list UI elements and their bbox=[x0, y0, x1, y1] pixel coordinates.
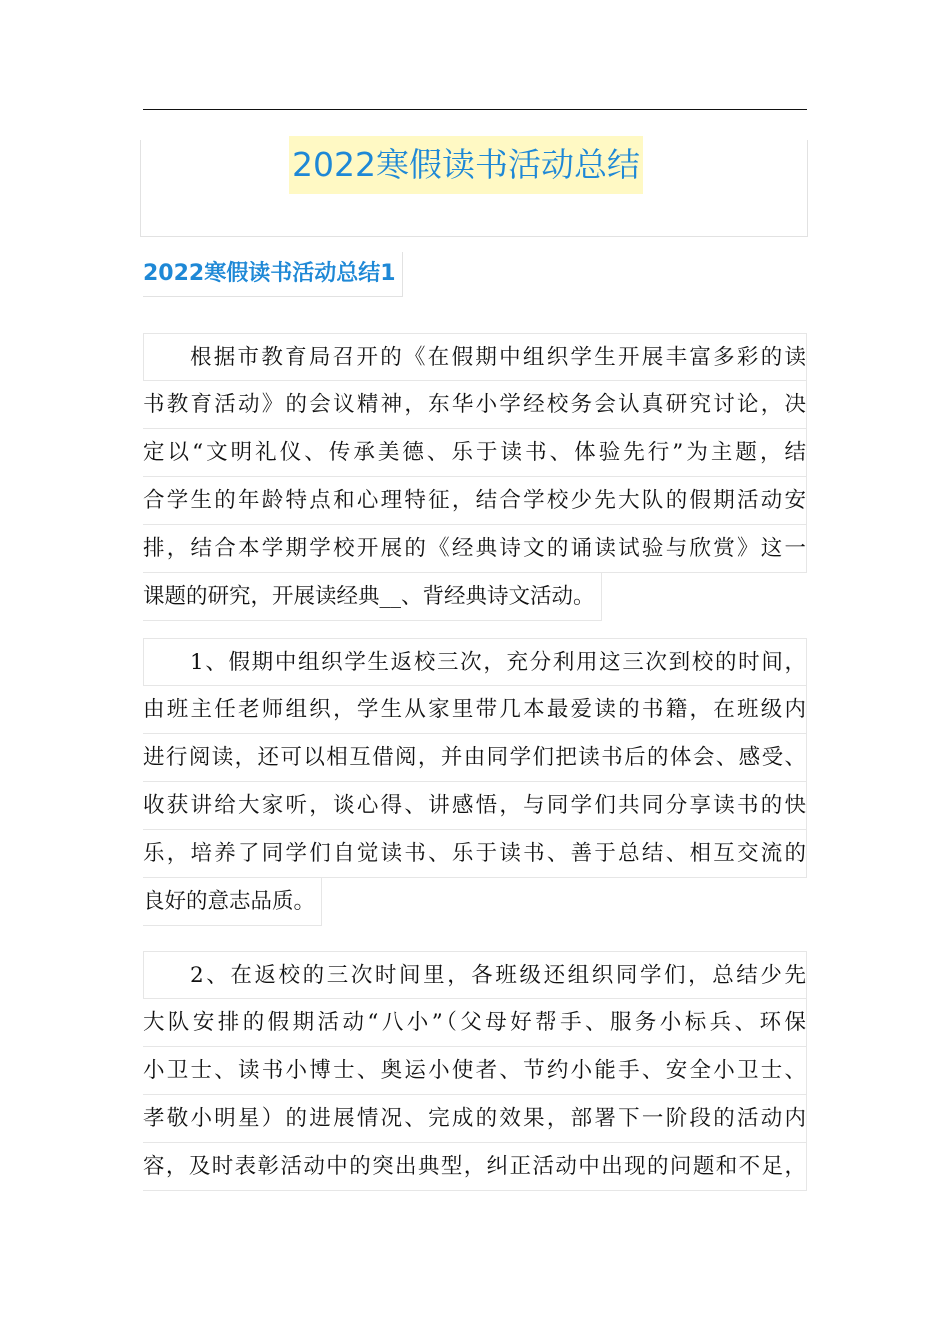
paragraph-1-line-4: 合学生的年龄特点和心理特征，结合学校少先大队的假期活动安 bbox=[143, 477, 807, 525]
document-title: 2022寒假读书活动总结 bbox=[289, 136, 643, 194]
paragraph-2-line-5: 乐，培养了同学们自觉读书、乐于读书、善于总结、相互交流的 bbox=[143, 830, 807, 878]
paragraph-3-line-5: 容，及时表彰活动中的突出典型，纠正活动中出现的问题和不足， bbox=[143, 1143, 807, 1191]
header-rule bbox=[143, 109, 807, 110]
paragraph-1-line-6: 课题的研究，开展读经典__、背经典诗文活动。 bbox=[143, 573, 602, 621]
paragraph-3-line-3: 小卫士、读书小博士、奥运小使者、节约小能手、安全小卫士、 bbox=[143, 1047, 807, 1095]
paragraph-3-line-1: 2、在返校的三次时间里，各班级还组织同学们，总结少先 bbox=[143, 951, 807, 999]
paragraph-2-line-4: 收获讲给大家听，谈心得、讲感悟，与同学们共同分享读书的快 bbox=[143, 782, 807, 830]
paragraph-1-line-2: 书教育活动》的会议精神，东华小学经校务会认真研究讨论，决 bbox=[143, 381, 807, 429]
paragraph-1-line-3: 定以“文明礼仪、传承美德、乐于读书、体验先行”为主题，结 bbox=[143, 429, 807, 477]
section-heading: 2022寒假读书活动总结1 bbox=[143, 252, 403, 297]
paragraph-2-line-2: 由班主任老师组织，学生从家里带几本最爱读的书籍，在班级内 bbox=[143, 686, 807, 734]
paragraph-1-line-1: 根据市教育局召开的《在假期中组织学生开展丰富多彩的读 bbox=[143, 333, 807, 381]
paragraph-3-line-2: 大队安排的假期活动“八小”（父母好帮手、服务小标兵、环保 bbox=[143, 999, 807, 1047]
paragraph-1-line-5: 排，结合本学期学校开展的《经典诗文的诵读试验与欣赏》这一 bbox=[143, 525, 807, 573]
paragraph-2-line-3: 进行阅读，还可以相互借阅，并由同学们把读书后的体会、感受、 bbox=[143, 734, 807, 782]
paragraph-2-line-6: 良好的意志品质。 bbox=[143, 878, 322, 926]
paragraph-2-line-1: 1、假期中组织学生返校三次，充分利用这三次到校的时间， bbox=[143, 638, 807, 686]
paragraph-3-line-4: 孝敬小明星）的进展情况、完成的效果，部署下一阶段的活动内 bbox=[143, 1095, 807, 1143]
